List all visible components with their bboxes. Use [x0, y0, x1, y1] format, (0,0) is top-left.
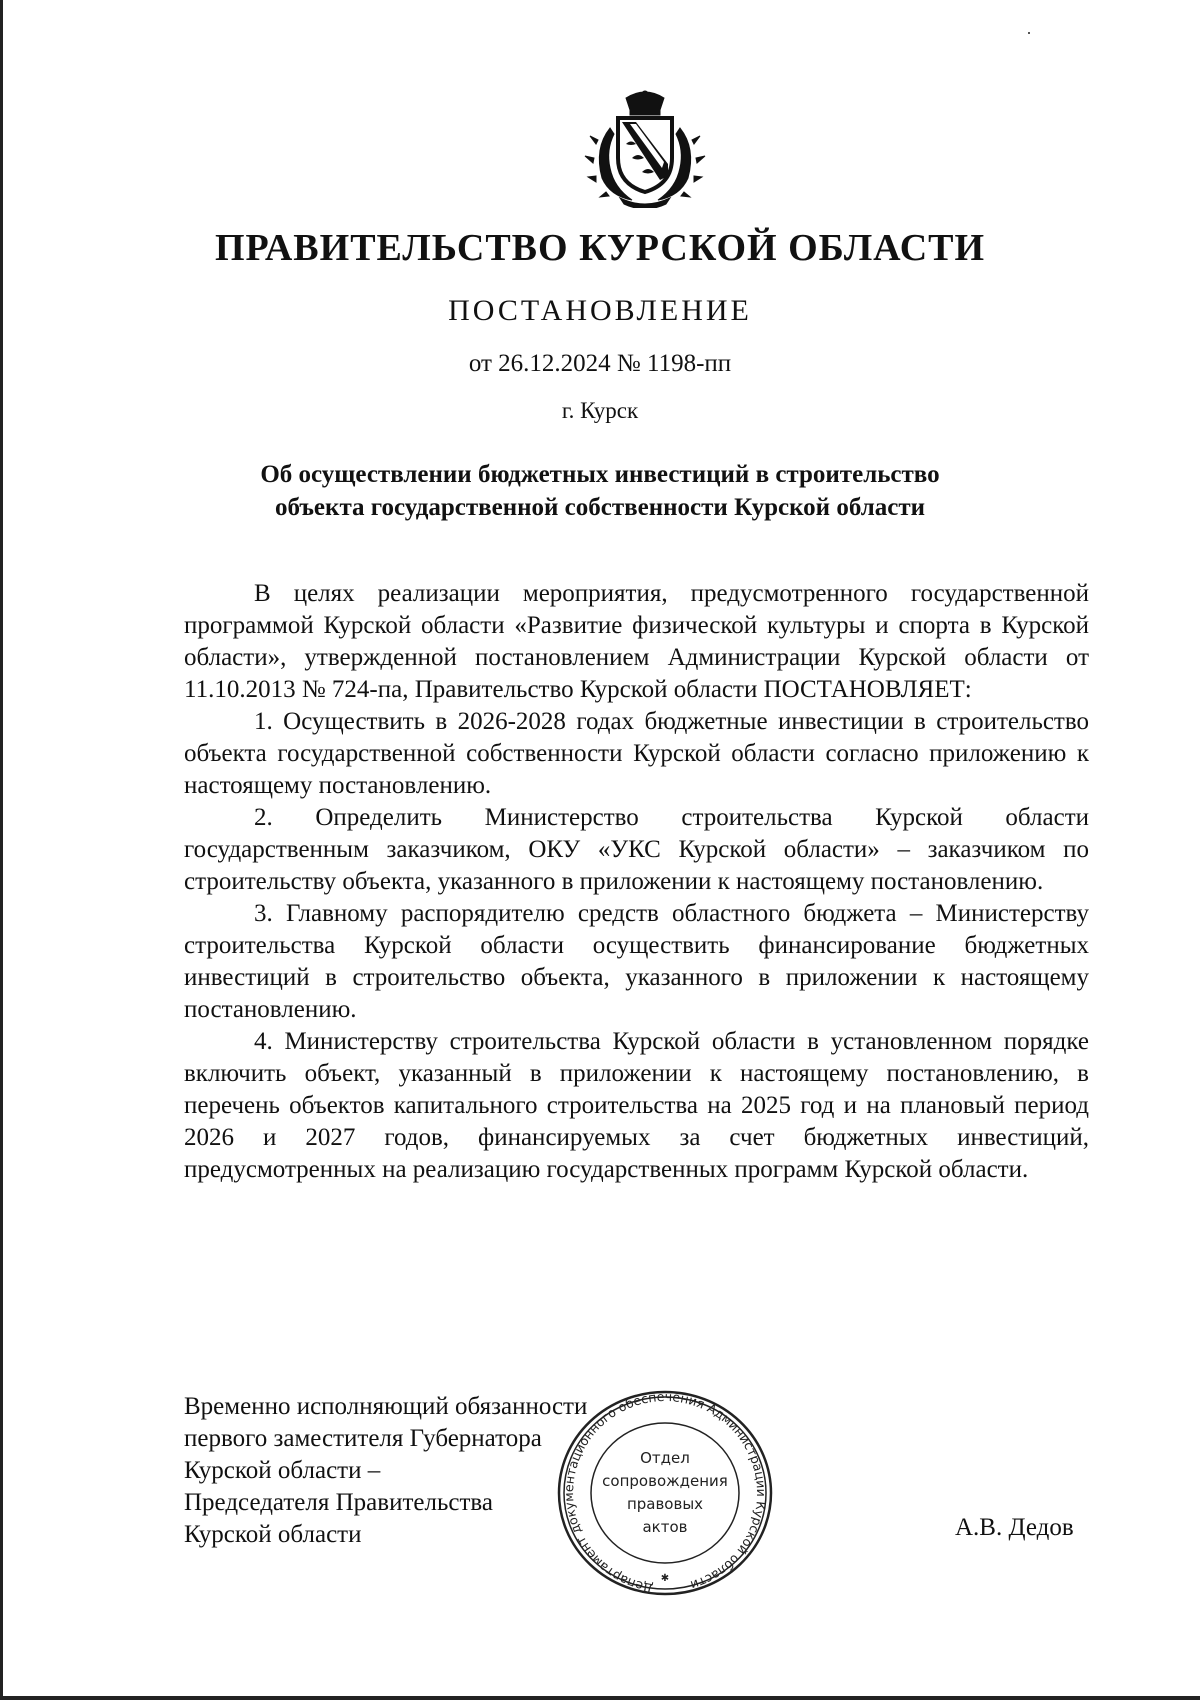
document-type: ПОСТАНОВЛЕНИЕ — [448, 294, 752, 327]
signatory-position-line: Курской области – — [184, 1457, 381, 1484]
scan-speck — [1028, 32, 1030, 34]
official-stamp — [553, 1385, 778, 1600]
document-city: г. Курск — [561, 398, 639, 423]
preamble-paragraph: В целях реализации мероприятия, предусмотренного государственной программой Курской области «Развитие физической культуры и спорта в Курской области», утвержденной постановлением Администрации Курской области от 11.10.2013 № 724-па, Правительство Курской области ПОСТАНОВЛЯЕТ: — [184, 580, 1089, 703]
signatory-position — [184, 1391, 587, 1551]
document-body — [184, 578, 1089, 1186]
signatory-position-line: Временно исполняющий обязанности — [184, 1393, 588, 1420]
subject-line-1: Об осуществлении бюджетных инвестиций в строительство — [260, 461, 940, 488]
document-subject — [0, 458, 1200, 524]
stamp-center-line: правовых — [626, 1495, 704, 1513]
signatory-name: А.В. Дедов — [955, 1514, 1074, 1541]
government-title: ПРАВИТЕЛЬСТВО КУРСКОЙ ОБЛАСТИ — [214, 227, 986, 269]
stamp-ring-text: Департамент документационного обеспечения Администрации Курской области — [560, 1388, 770, 1597]
document-date-number: от 26.12.2024 № 1198-пп — [468, 350, 732, 377]
subject-line-2: объекта государственной собственности Курской области — [274, 494, 926, 521]
resolution-item: 4. Министерству строительства Курской области в установленном порядке включить объект, указанный в приложении к настоящему постановлению, в перечень объектов капитального строительства на 2025 год и на плановый период 2026 и 2027 годов, финансируемых за счет бюджетных инвестиций, предусмотренных на реализацию государственных программ Курской области. — [184, 1028, 1089, 1183]
signatory-position-line: первого заместителя Губернатора — [184, 1425, 542, 1452]
stamp-star-icon: ✱ — [660, 1573, 670, 1584]
resolution-item: 2. Определить Министерство строительства Курской области государственным заказчиком, ОКУ «УКС Курской области» – заказчиком по строительству объекта, указанного в приложении к настоящему постановлению. — [184, 804, 1089, 895]
scan-bottom-edge — [0, 1696, 1200, 1700]
resolution-item: 1. Осуществить в 2026-2028 годах бюджетные инвестиции в строительство объекта государственной собственности Курской области согласно приложению к настоящему постановлению. — [184, 708, 1089, 799]
stamp-center-line: Отдел — [640, 1449, 690, 1467]
signatory-position-line: Курской области — [184, 1521, 362, 1548]
stamp-center-line: сопровождения — [602, 1472, 728, 1490]
coat-of-arms-icon — [580, 88, 710, 208]
resolution-item: 3. Главному распорядителю средств областного бюджета – Министерству строительства Курской области осуществить финансирование бюджетных инвестиций в строительство объекта, указанного в приложении к настоящему постановлению. — [184, 900, 1089, 1023]
signatory-position-line: Председателя Правительства — [184, 1489, 493, 1516]
stamp-center-line: актов — [642, 1518, 688, 1536]
